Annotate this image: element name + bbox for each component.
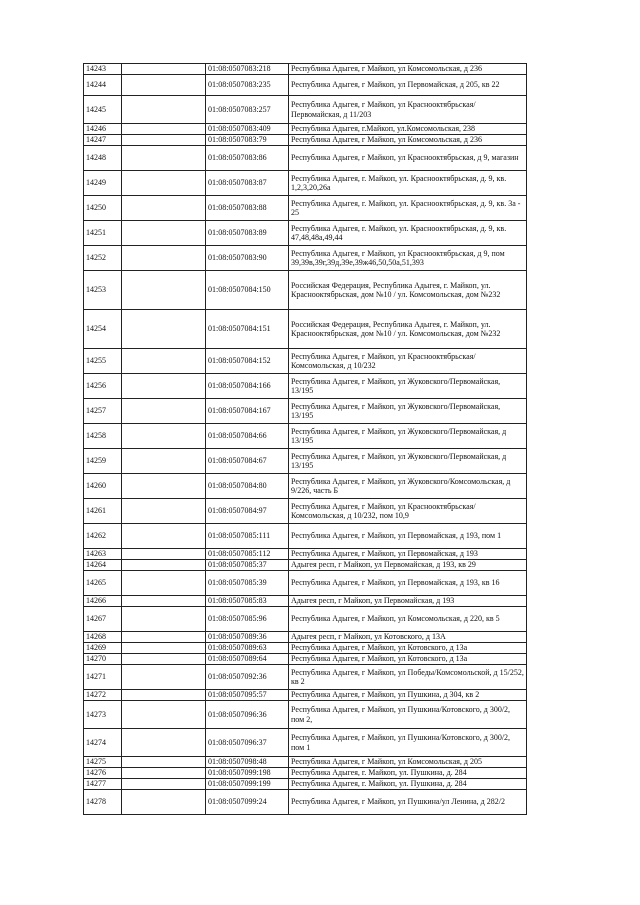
empty-cell bbox=[122, 790, 206, 815]
address: Российская Федерация, Республика Адыгея, г. Майкоп, ул. Краснооктябрьская, дом №10 / ул. Комсомольская, дом №232 bbox=[289, 271, 527, 310]
empty-cell bbox=[122, 757, 206, 768]
row-number: 14243 bbox=[84, 64, 122, 75]
cadastral-number: 01:08:0507085:39 bbox=[206, 571, 289, 596]
table-row bbox=[84, 424, 527, 449]
table-row bbox=[84, 64, 527, 75]
table-row bbox=[84, 246, 527, 271]
address: Республика Адыгея, г Майкоп, ул Первомайская, д 193 bbox=[289, 549, 527, 560]
row-number: 14261 bbox=[84, 499, 122, 524]
cadastral-number: 01:08:0507085:111 bbox=[206, 524, 289, 549]
row-number: 14271 bbox=[84, 665, 122, 690]
empty-cell bbox=[122, 75, 206, 96]
table-row bbox=[84, 596, 527, 607]
cadastral-number: 01:08:0507089:36 bbox=[206, 632, 289, 643]
cadastral-number: 01:08:0507083:86 bbox=[206, 146, 289, 171]
table-row bbox=[84, 790, 527, 815]
table-row bbox=[84, 549, 527, 560]
cadastral-number: 01:08:0507083:89 bbox=[206, 221, 289, 246]
cadastral-number: 01:08:0507085:83 bbox=[206, 596, 289, 607]
empty-cell bbox=[122, 271, 206, 310]
table-row bbox=[84, 474, 527, 499]
row-number: 14269 bbox=[84, 643, 122, 654]
cadastral-number: 01:08:0507099:199 bbox=[206, 779, 289, 790]
address: Республика Адыгея, г Майкоп, ул Красноoктябрьская, д 9, магазин bbox=[289, 146, 527, 171]
cadastral-number: 01:08:0507083:409 bbox=[206, 124, 289, 135]
table-row bbox=[84, 768, 527, 779]
row-number: 14262 bbox=[84, 524, 122, 549]
table-row bbox=[84, 310, 527, 349]
empty-cell bbox=[122, 310, 206, 349]
row-number: 14247 bbox=[84, 135, 122, 146]
table-row bbox=[84, 171, 527, 196]
cadastral-number: 01:08:0507083:218 bbox=[206, 64, 289, 75]
table-row bbox=[84, 560, 527, 571]
row-number: 14246 bbox=[84, 124, 122, 135]
table-row bbox=[84, 124, 527, 135]
row-number: 14244 bbox=[84, 75, 122, 96]
registry-table-body bbox=[84, 64, 527, 815]
table-row bbox=[84, 146, 527, 171]
table-row bbox=[84, 196, 527, 221]
empty-cell bbox=[122, 474, 206, 499]
cadastral-number: 01:08:0507084:151 bbox=[206, 310, 289, 349]
address: Республика Адыгея, г Майкоп, ул Красноoктябрьская/Комсомольская, д 10/232 bbox=[289, 349, 527, 374]
address: Республика Адыгея, г. Майкоп, ул. Красноoктябрьская, д. 9, кв. 47,48,48а,49,44 bbox=[289, 221, 527, 246]
address: Адыгея респ, г Майкоп, ул Котовского, д 13А bbox=[289, 632, 527, 643]
empty-cell bbox=[122, 560, 206, 571]
address: Республика Адыгея, г Майкоп, ул Первомайская, д 205, кв 22 bbox=[289, 75, 527, 96]
row-number: 14263 bbox=[84, 549, 122, 560]
empty-cell bbox=[122, 524, 206, 549]
address: Республика Адыгея, г Майкоп, ул Комсомольская, д 236 bbox=[289, 64, 527, 75]
empty-cell bbox=[122, 607, 206, 632]
empty-cell bbox=[122, 124, 206, 135]
row-number: 14276 bbox=[84, 768, 122, 779]
cadastral-number: 01:08:0507084:67 bbox=[206, 449, 289, 474]
empty-cell bbox=[122, 135, 206, 146]
empty-cell bbox=[122, 399, 206, 424]
cadastral-number: 01:08:0507084:167 bbox=[206, 399, 289, 424]
address: Республика Адыгея, г Майкоп, ул Котовского, д 13а bbox=[289, 643, 527, 654]
row-number: 14258 bbox=[84, 424, 122, 449]
empty-cell bbox=[122, 499, 206, 524]
cadastral-number: 01:08:0507092:36 bbox=[206, 665, 289, 690]
row-number: 14255 bbox=[84, 349, 122, 374]
cadastral-number: 01:08:0507098:48 bbox=[206, 757, 289, 768]
empty-cell bbox=[122, 374, 206, 399]
empty-cell bbox=[122, 571, 206, 596]
row-number: 14249 bbox=[84, 171, 122, 196]
empty-cell bbox=[122, 665, 206, 690]
cadastral-number: 01:08:0507085:37 bbox=[206, 560, 289, 571]
cadastral-number: 01:08:0507095:57 bbox=[206, 690, 289, 701]
row-number: 14268 bbox=[84, 632, 122, 643]
address: Республика Адыгея, г Майкоп, ул Жуковского/Первомайская, 13/195 bbox=[289, 399, 527, 424]
address: Республика Адыгея, г Майкоп, ул Жуковского/Первомайская, д 13/195 bbox=[289, 449, 527, 474]
address: Республика Адыгея, г Майкоп, ул Красноoктябрьская/Комсомольская, д 10/232, пом 10,9 bbox=[289, 499, 527, 524]
table-row bbox=[84, 135, 527, 146]
address: Республика Адыгея, г. Майкоп, ул. Пушкина, д. 284 bbox=[289, 768, 527, 779]
cadastral-number: 01:08:0507083:87 bbox=[206, 171, 289, 196]
cadastral-number: 01:08:0507084:152 bbox=[206, 349, 289, 374]
table-row bbox=[84, 779, 527, 790]
table-row bbox=[84, 96, 527, 124]
empty-cell bbox=[122, 643, 206, 654]
table-row bbox=[84, 701, 527, 729]
empty-cell bbox=[122, 690, 206, 701]
cadastral-number: 01:08:0507084:97 bbox=[206, 499, 289, 524]
row-number: 14270 bbox=[84, 654, 122, 665]
row-number: 14265 bbox=[84, 571, 122, 596]
table-row bbox=[84, 75, 527, 96]
table-row bbox=[84, 757, 527, 768]
cadastral-number: 01:08:0507089:63 bbox=[206, 643, 289, 654]
empty-cell bbox=[122, 196, 206, 221]
address: Республика Адыгея, г Майкоп, ул Первомайская, д 193, пом 1 bbox=[289, 524, 527, 549]
table-row bbox=[84, 349, 527, 374]
empty-cell bbox=[122, 64, 206, 75]
address: Республика Адыгея, г Майкоп, ул Жуковского/Первомайская, 13/195 bbox=[289, 374, 527, 399]
address: Республика Адыгея, г Майкоп, ул Красноoктябрьская, д 9, пом 39,39в,39г,39д,39е,39ж46,50,50а,51,393 bbox=[289, 246, 527, 271]
address: Адыгея респ, г Майкоп, ул Первомайская, д 193 bbox=[289, 596, 527, 607]
empty-cell bbox=[122, 424, 206, 449]
cadastral-number: 01:08:0507099:198 bbox=[206, 768, 289, 779]
address: Республика Адыгея, г. Майкоп, ул. Красноoктябрьская, д. 9, кв. 1,2,3,20,26а bbox=[289, 171, 527, 196]
empty-cell bbox=[122, 449, 206, 474]
address: Республика Адыгея, г Майкоп, ул Комсомольская, д 220, кв 5 bbox=[289, 607, 527, 632]
address: Республика Адыгея, г Майкоп, ул Котовского, д 13а bbox=[289, 654, 527, 665]
row-number: 14252 bbox=[84, 246, 122, 271]
table-row bbox=[84, 643, 527, 654]
empty-cell bbox=[122, 768, 206, 779]
cadastral-number: 01:08:0507083:90 bbox=[206, 246, 289, 271]
address: Адыгея респ, г Майкоп, ул Первомайская, д 193, кв 29 bbox=[289, 560, 527, 571]
empty-cell bbox=[122, 701, 206, 729]
address: Республика Адыгея, г Майкоп, ул Победы/Комсомольской, д 15/252, кв 2 bbox=[289, 665, 527, 690]
address: Республика Адыгея, г Майкоп, ул Комсомольская, д 205 bbox=[289, 757, 527, 768]
address: Республика Адыгея, г Майкоп, ул Пушкина/ул Ленина, д 282/2 bbox=[289, 790, 527, 815]
table-row bbox=[84, 499, 527, 524]
table-row bbox=[84, 374, 527, 399]
empty-cell bbox=[122, 549, 206, 560]
empty-cell bbox=[122, 146, 206, 171]
address: Республика Адыгея, г Майкоп, ул Пушкина, д 304, кв 2 bbox=[289, 690, 527, 701]
table-row bbox=[84, 221, 527, 246]
empty-cell bbox=[122, 221, 206, 246]
address: Республика Адыгея, г.Майкоп, ул.Комсомольская, 238 bbox=[289, 124, 527, 135]
cadastral-number: 01:08:0507085:96 bbox=[206, 607, 289, 632]
row-number: 14278 bbox=[84, 790, 122, 815]
empty-cell bbox=[122, 246, 206, 271]
table-row bbox=[84, 607, 527, 632]
row-number: 14266 bbox=[84, 596, 122, 607]
empty-cell bbox=[122, 596, 206, 607]
address: Республика Адыгея, г Майкоп, ул Комсомольская, д 236 bbox=[289, 135, 527, 146]
row-number: 14275 bbox=[84, 757, 122, 768]
address: Республика Адыгея, г Майкоп, ул Жуковского/Первомайская, д 13/195 bbox=[289, 424, 527, 449]
empty-cell bbox=[122, 729, 206, 757]
cadastral-number: 01:08:0507096:37 bbox=[206, 729, 289, 757]
cadastral-number: 01:08:0507085:112 bbox=[206, 549, 289, 560]
table-row bbox=[84, 654, 527, 665]
row-number: 14245 bbox=[84, 96, 122, 124]
row-number: 14272 bbox=[84, 690, 122, 701]
registry-table bbox=[83, 63, 527, 815]
address: Республика Адыгея, г Майкоп, ул Жуковского/Комсомольская, д 9/226, часть Б bbox=[289, 474, 527, 499]
table-row bbox=[84, 571, 527, 596]
cadastral-number: 01:08:0507084:80 bbox=[206, 474, 289, 499]
empty-cell bbox=[122, 171, 206, 196]
table-row bbox=[84, 690, 527, 701]
table-row bbox=[84, 449, 527, 474]
empty-cell bbox=[122, 632, 206, 643]
cadastral-number: 01:08:0507096:36 bbox=[206, 701, 289, 729]
row-number: 14251 bbox=[84, 221, 122, 246]
row-number: 14273 bbox=[84, 701, 122, 729]
cadastral-number: 01:08:0507083:257 bbox=[206, 96, 289, 124]
empty-cell bbox=[122, 779, 206, 790]
address: Республика Адыгея, г Майкоп, ул Пушкина/Котовского, д 300/2, пом 2, bbox=[289, 701, 527, 729]
table-row bbox=[84, 632, 527, 643]
cadastral-number: 01:08:0507084:66 bbox=[206, 424, 289, 449]
table-row bbox=[84, 729, 527, 757]
empty-cell bbox=[122, 349, 206, 374]
row-number: 14267 bbox=[84, 607, 122, 632]
row-number: 14260 bbox=[84, 474, 122, 499]
row-number: 14254 bbox=[84, 310, 122, 349]
cadastral-number: 01:08:0507099:24 bbox=[206, 790, 289, 815]
row-number: 14277 bbox=[84, 779, 122, 790]
cadastral-number: 01:08:0507084:166 bbox=[206, 374, 289, 399]
empty-cell bbox=[122, 96, 206, 124]
cadastral-number: 01:08:0507084:150 bbox=[206, 271, 289, 310]
row-number: 14259 bbox=[84, 449, 122, 474]
table-row bbox=[84, 399, 527, 424]
address: Республика Адыгея, г. Майкоп, ул. Красноoктябрьская, д. 9, кв. 3а - 25 bbox=[289, 196, 527, 221]
address: Российская Федерация, Республика Адыгея, г. Майкоп, ул. Краснооктябрьская, дом №10 / ул. Комсомольская, дом №232 bbox=[289, 310, 527, 349]
cadastral-number: 01:08:0507083:235 bbox=[206, 75, 289, 96]
row-number: 14274 bbox=[84, 729, 122, 757]
row-number: 14250 bbox=[84, 196, 122, 221]
row-number: 14264 bbox=[84, 560, 122, 571]
address: Республика Адыгея, г Майкоп, ул Красноoктябрьская/Первомайская, д 11/203 bbox=[289, 96, 527, 124]
cadastral-number: 01:08:0507083:88 bbox=[206, 196, 289, 221]
row-number: 14248 bbox=[84, 146, 122, 171]
row-number: 14253 bbox=[84, 271, 122, 310]
address: Республика Адыгея, г Майкоп, ул Пушкина/Котовского, д 300/2, пом 1 bbox=[289, 729, 527, 757]
empty-cell bbox=[122, 654, 206, 665]
cadastral-number: 01:08:0507083:79 bbox=[206, 135, 289, 146]
row-number: 14256 bbox=[84, 374, 122, 399]
address: Республика Адыгея, г Майкоп, ул Первомайская, д 193, кв 16 bbox=[289, 571, 527, 596]
cadastral-number: 01:08:0507089:64 bbox=[206, 654, 289, 665]
table-row bbox=[84, 524, 527, 549]
row-number: 14257 bbox=[84, 399, 122, 424]
address: Республика Адыгея, г. Майкоп, ул. Пушкина, д. 284 bbox=[289, 779, 527, 790]
table-row bbox=[84, 271, 527, 310]
table-row bbox=[84, 665, 527, 690]
